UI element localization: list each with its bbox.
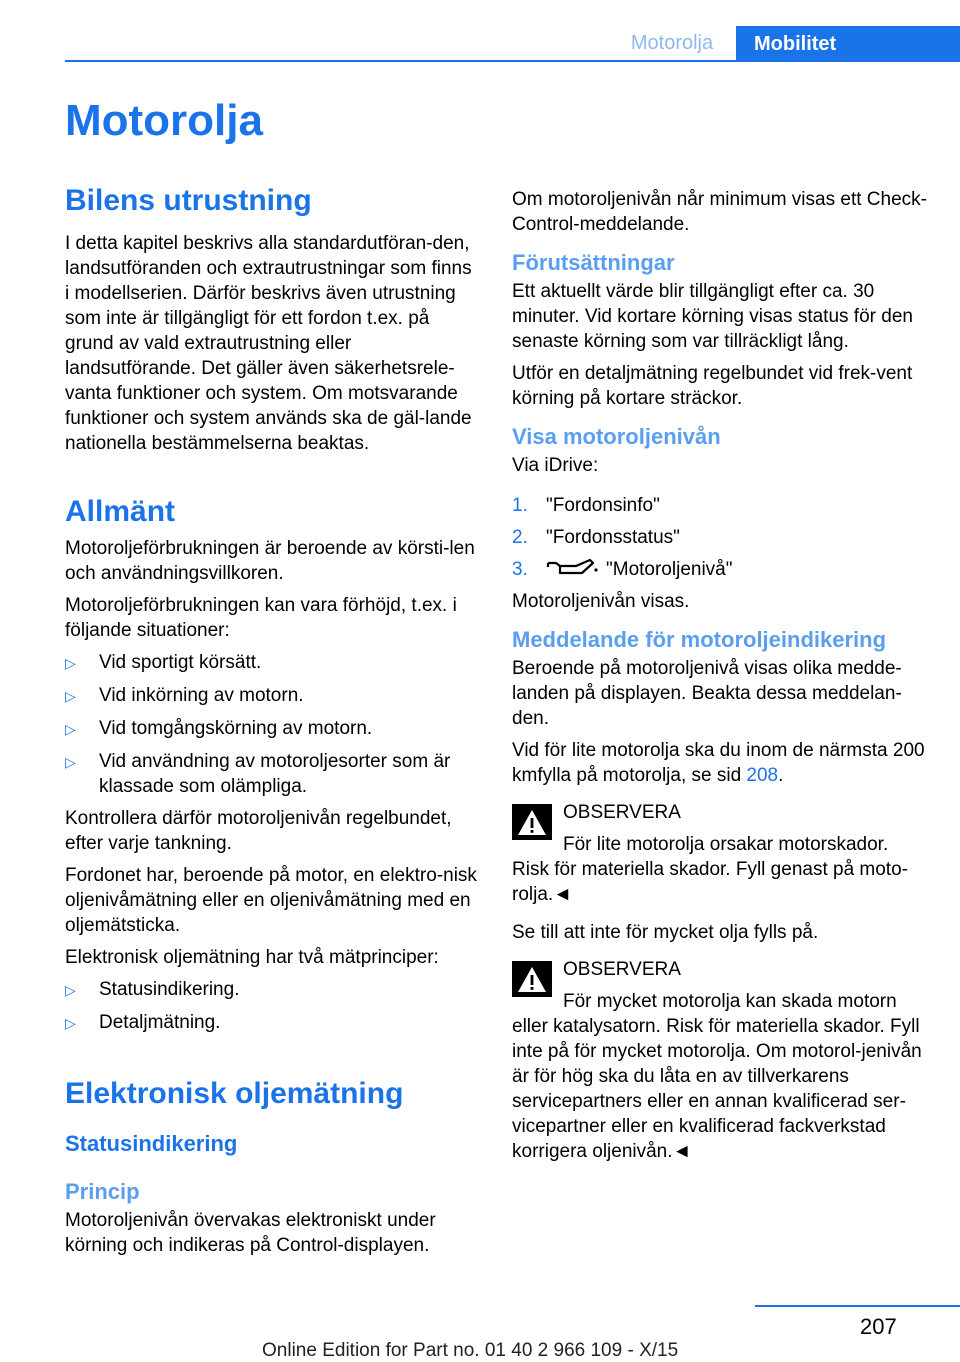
middle-text: Se till att inte för mycket olja fylls på. <box>512 922 819 943</box>
message-p2: Vid för lite motorolja ska du inom de närmsta 200 kmfylla på motorolja, se sid 208. <box>512 740 925 786</box>
prerequisites-p1: Ett aktuellt värde blir tillgängligt efter ca. 30 minuter. Vid kortare körning visas status för den senaste körning som var tillräckligt lång. <box>512 281 913 352</box>
situations-list <box>65 650 480 799</box>
warning-box <box>512 957 932 1164</box>
bullet-triangle-icon: ▷ <box>65 1015 76 1031</box>
show-oil-level-heading: Visa motoroljenivån <box>512 424 721 449</box>
minimum-text: Om motoroljenivån når minimum visas ett Check-Control-meddelande. <box>512 189 927 235</box>
page-number: 207 <box>860 1314 897 1339</box>
idrive-steps <box>512 493 932 582</box>
list-item: ▷ Vid användning av motoroljesorter som är klassade som olämpliga. <box>65 751 451 797</box>
warning-triangle-icon <box>512 804 552 840</box>
page-title: Motorolja <box>65 96 263 145</box>
general-heading: Allmänt <box>65 495 176 528</box>
oil-can-icon <box>546 557 598 579</box>
list-item: 2. "Fordonsstatus" <box>512 527 680 548</box>
show-oil-level-p2: Motoroljenivån visas. <box>512 591 690 612</box>
header-chapter-tab: Mobilitet <box>736 26 960 62</box>
general-p2: Motoroljeförbrukningen kan vara förhöjd, t.ex. i följande situationer: <box>65 595 457 641</box>
warning-text: eller katalysatorn. Risk för materiella skador. Fyll inte på för mycket motorolja. Om motorol-jenivån är för hög ska du låta en av tillverkarens servicepartners eller en annan kvalificerad ser-vicepartner eller en kvalificerad fackverkstad korrigera oljenivån.◄ <box>512 1016 922 1162</box>
warning-first-line: För lite motorolja orsakar motorskador. <box>563 834 889 855</box>
bullet-triangle-icon: ▷ <box>65 688 76 704</box>
message-p1: Beroende på motoroljenivå visas olika medde-landen på displayen. Beakta dessa meddelan-den. <box>512 658 902 729</box>
warning-triangle-icon <box>512 961 552 997</box>
principle-text: Motoroljenivån övervakas elektroniskt under körning och indikeras på Control-displayen. <box>65 1210 436 1256</box>
bullet-triangle-icon: ▷ <box>65 655 76 671</box>
left-column <box>65 183 480 1258</box>
warning-text: Risk för materiella skador. Fyll genast på moto-rolja.◄ <box>512 859 908 905</box>
list-item: ▷ Statusindikering. <box>65 977 480 1003</box>
page-reference-link[interactable]: 208 <box>746 765 779 786</box>
header-section-tab: Motorolja <box>630 31 714 54</box>
prerequisites-p2: Utför en detaljmätning regelbundet vid frek-vent körning på kortare sträckor. <box>512 363 913 409</box>
warning-label: OBSERVERA <box>563 802 681 823</box>
general-p1: Motoroljeförbrukningen är beroende av körsti-len och användningsvillkoren. <box>65 538 475 584</box>
principle-heading: Princip <box>65 1179 140 1204</box>
message-heading: Meddelande för motoroljeindikering <box>512 627 887 652</box>
prerequisites-heading: Förutsättningar <box>512 250 675 275</box>
edition-footer: Online Edition for Part no. 01 40 2 966 109 - X/15 <box>262 1340 679 1361</box>
list-item: 3. "Motoroljenivå" <box>512 559 733 580</box>
bullet-triangle-icon: ▷ <box>65 721 76 737</box>
warning-box <box>512 800 932 907</box>
right-column <box>512 187 932 1164</box>
electronic-oil-heading: Elektronisk oljemätning <box>65 1077 404 1110</box>
footer-rule <box>755 1305 960 1307</box>
show-oil-level-p1: Via iDrive: <box>512 455 599 476</box>
principles-list <box>65 977 480 1036</box>
general-p4: Fordonet har, beroende på motor, en elektro-nisk oljenivåmätning eller en oljenivåmätning med en oljemätsticka. <box>65 865 477 936</box>
header-rule <box>65 60 960 62</box>
equipment-text: I detta kapitel beskrivs alla standardutföran-den, landsutföranden och extrautrustningar som finns i modellserien. Därför beskrivs även utrustning som inte är tillgängligt för ett fordon t.ex. på grund av vald extrautrustning eller landsutförande. Det gäller även säkerhetsrele-vanta funktioner och system. Om motsvarande funktioner och system används ska de gäl-lande nationella bestämmelserna beaktas. <box>65 233 472 454</box>
general-p5: Elektronisk oljemätning har två mätprinciper: <box>65 947 439 968</box>
warning-first-line: För mycket motorolja kan skada motorn <box>563 991 897 1012</box>
list-item: ▷ Detaljmätning. <box>65 1010 480 1036</box>
warning-label: OBSERVERA <box>563 959 681 980</box>
equipment-heading: Bilens utrustning <box>65 184 312 217</box>
list-item: ▷ Vid tomgångskörning av motorn. <box>65 716 480 742</box>
list-item: ▷ Vid sportigt körsätt. <box>65 650 480 676</box>
list-item: 1. "Fordonsinfo" <box>512 495 660 516</box>
general-p3: Kontrollera därför motoroljenivån regelbundet, efter varje tankning. <box>65 808 452 854</box>
bullet-triangle-icon: ▷ <box>65 754 76 770</box>
status-indication-heading: Statusindikering <box>65 1131 238 1156</box>
bullet-triangle-icon: ▷ <box>65 982 76 998</box>
list-item: ▷ Vid inkörning av motorn. <box>65 683 480 709</box>
